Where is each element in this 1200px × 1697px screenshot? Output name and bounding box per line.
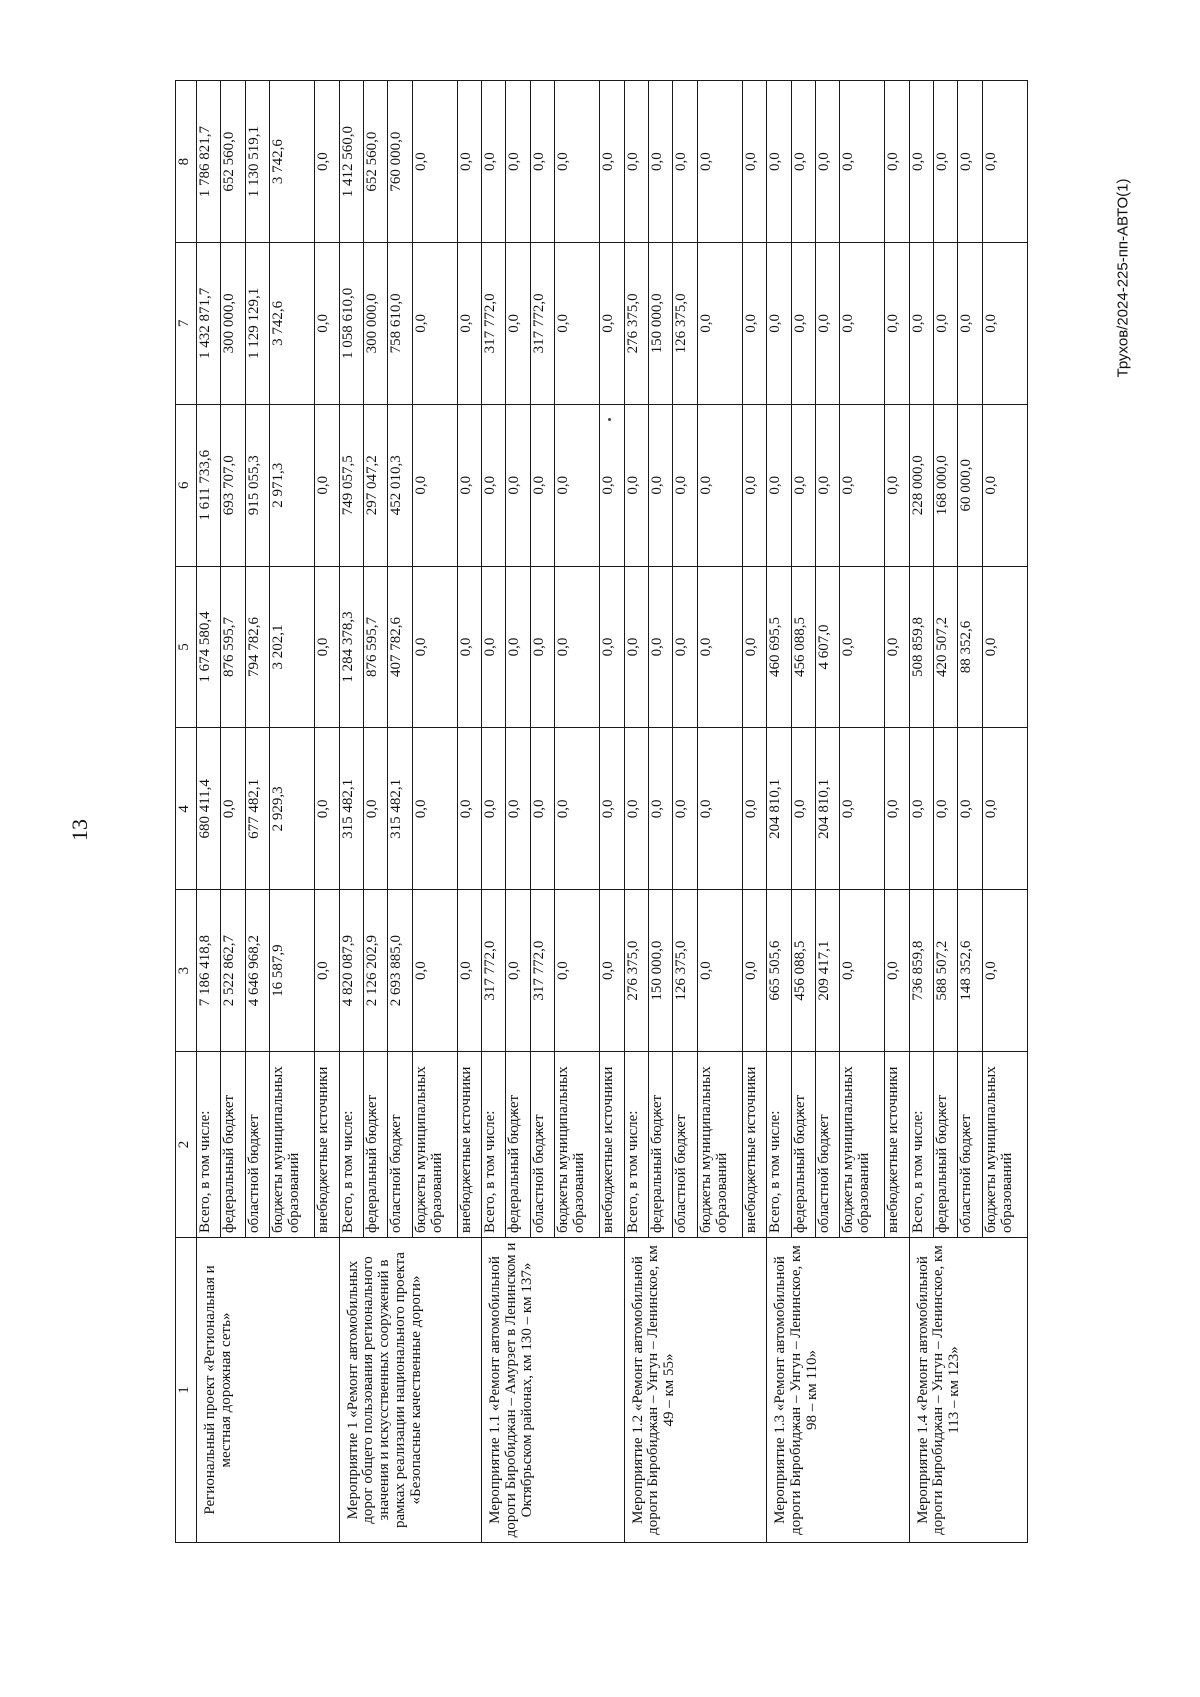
amount-cell: 317 772,0 [482, 243, 506, 405]
document-code: Трухов/2024-225-пп-АВТО(1) [1114, 178, 1132, 378]
amount-cell: 680 411,4 [197, 728, 221, 890]
amount-cell: 0,0 [982, 404, 1027, 566]
program-title: Мероприятие 1.1 «Ремонт автомобильной дороги Биробиджан – Амурзет в Ленинском и Октябрьском районах, км 130 – км 137» [482, 1238, 625, 1543]
amount-cell: 0,0 [506, 890, 530, 1052]
amount-cell: 315 482,1 [388, 728, 412, 890]
funding-source: внебюджетные источники [600, 1052, 624, 1238]
amount-cell: 0,0 [982, 566, 1027, 728]
amount-cell: 1 284 378,3 [339, 566, 363, 728]
amount-cell: 0,0 [885, 81, 909, 243]
amount-cell: 0,0 [742, 566, 766, 728]
amount-cell: 0,0 [649, 81, 673, 243]
amount-cell: 760 000,0 [388, 81, 412, 243]
table-row [624, 81, 648, 1543]
amount-cell: 0,0 [530, 728, 554, 890]
amount-cell: 0,0 [457, 243, 481, 405]
amount-cell: 0,0 [600, 404, 624, 566]
amount-cell: 0,0 [600, 890, 624, 1052]
amount-cell: 0,0 [412, 243, 457, 405]
table-row [482, 81, 506, 1543]
amount-cell: 0,0 [600, 728, 624, 890]
funding-source: федеральный бюджет [363, 1052, 387, 1238]
amount-cell: 794 782,6 [245, 566, 269, 728]
amount-cell: 204 810,1 [815, 728, 839, 890]
amount-cell: 0,0 [649, 728, 673, 890]
amount-cell: 0,0 [909, 243, 933, 405]
amount-cell: 0,0 [555, 566, 600, 728]
funding-source: областной бюджет [815, 1052, 839, 1238]
amount-cell: 3 202,1 [270, 566, 315, 728]
amount-cell: 420 507,2 [934, 566, 958, 728]
funding-source: областной бюджет [673, 1052, 697, 1238]
amount-cell: 0,0 [840, 890, 885, 1052]
amount-cell: 1 432 871,7 [197, 243, 221, 405]
funding-source: Всего, в том числе: [197, 1052, 221, 1238]
amount-cell: 1 674 580,4 [197, 566, 221, 728]
amount-cell: 0,0 [697, 404, 742, 566]
amount-cell: 452 010,3 [388, 404, 412, 566]
amount-cell: 876 595,7 [363, 566, 387, 728]
amount-cell: 0,0 [958, 81, 982, 243]
amount-cell: 0,0 [412, 566, 457, 728]
amount-cell: 0,0 [885, 404, 909, 566]
amount-cell: 0,0 [697, 728, 742, 890]
amount-cell: 0,0 [600, 81, 624, 243]
amount-cell: 0,0 [909, 728, 933, 890]
amount-cell: 677 482,1 [245, 728, 269, 890]
amount-cell: 0,0 [555, 890, 600, 1052]
amount-cell: 0,0 [982, 243, 1027, 405]
funding-source: федеральный бюджет [649, 1052, 673, 1238]
amount-cell: 300 000,0 [221, 243, 245, 405]
amount-cell: 693 707,0 [221, 404, 245, 566]
amount-cell: 1 129 129,1 [245, 243, 269, 405]
amount-cell: 2 693 885,0 [388, 890, 412, 1052]
amount-cell: 0,0 [934, 81, 958, 243]
amount-cell: 652 560,0 [363, 81, 387, 243]
amount-cell: 0,0 [958, 243, 982, 405]
amount-cell: 0,0 [482, 728, 506, 890]
amount-cell: 0,0 [840, 243, 885, 405]
amount-cell: 0,0 [457, 890, 481, 1052]
amount-cell: 0,0 [506, 243, 530, 405]
funding-table [175, 80, 1028, 1543]
amount-cell: 276 375,0 [624, 243, 648, 405]
amount-cell: 0,0 [885, 243, 909, 405]
funding-source: внебюджетные источники [457, 1052, 481, 1238]
amount-cell: 0,0 [982, 890, 1027, 1052]
amount-cell: 317 772,0 [482, 890, 506, 1052]
amount-cell: 0,0 [697, 243, 742, 405]
header-row [176, 81, 197, 1543]
program-title: Мероприятие 1.3 «Ремонт автомобильной дороги Биробиджан – Унгун – Ленинское, км 98 – км 110» [767, 1238, 910, 1543]
amount-cell: 0,0 [315, 243, 339, 405]
amount-cell: 317 772,0 [530, 890, 554, 1052]
amount-cell: 0,0 [649, 566, 673, 728]
amount-cell: 0,0 [742, 404, 766, 566]
amount-cell: 0,0 [457, 81, 481, 243]
funding-source: Всего, в том числе: [624, 1052, 648, 1238]
amount-cell: 456 088,5 [791, 890, 815, 1052]
amount-cell: 0,0 [600, 566, 624, 728]
amount-cell: 588 507,2 [934, 890, 958, 1052]
table-row [197, 81, 221, 1543]
amount-cell: 228 000,0 [909, 404, 933, 566]
amount-cell: 407 782,6 [388, 566, 412, 728]
amount-cell: 0,0 [742, 81, 766, 243]
amount-cell: 0,0 [457, 728, 481, 890]
column-header: 1 [176, 1238, 197, 1543]
amount-cell: 1 611 733,6 [197, 404, 221, 566]
amount-cell: 0,0 [840, 728, 885, 890]
amount-cell: 88 352,6 [958, 566, 982, 728]
amount-cell: 0,0 [315, 81, 339, 243]
amount-cell: 0,0 [624, 728, 648, 890]
table-row [339, 81, 363, 1543]
amount-cell: 0,0 [221, 728, 245, 890]
amount-cell: 749 057,5 [339, 404, 363, 566]
amount-cell: 0,0 [791, 243, 815, 405]
amount-cell: 4 820 087,9 [339, 890, 363, 1052]
amount-cell: 0,0 [673, 728, 697, 890]
amount-cell: 204 810,1 [767, 728, 791, 890]
amount-cell: 1 786 821,7 [197, 81, 221, 243]
amount-cell: 0,0 [457, 566, 481, 728]
amount-cell: 276 375,0 [624, 890, 648, 1052]
column-header: 4 [176, 728, 197, 890]
amount-cell: 2 522 862,7 [221, 890, 245, 1052]
table-body [197, 81, 1028, 1543]
amount-cell: 0,0 [315, 404, 339, 566]
amount-cell: 0,0 [767, 404, 791, 566]
amount-cell: 0,0 [555, 728, 600, 890]
amount-cell: 460 695,5 [767, 566, 791, 728]
amount-cell: 0,0 [412, 728, 457, 890]
amount-cell: 2 929,3 [270, 728, 315, 890]
amount-cell: 4 607,0 [815, 566, 839, 728]
amount-cell: 1 412 560,0 [339, 81, 363, 243]
program-title: Региональный проект «Региональная и местная дорожная сеть» [197, 1238, 340, 1543]
amount-cell: 0,0 [555, 81, 600, 243]
program-title: Мероприятие 1.2 «Ремонт автомобильной дороги Биробиджан – Унгун – Ленинское, км 49 – км 55» [624, 1238, 767, 1543]
amount-cell: 168 000,0 [934, 404, 958, 566]
amount-cell: 0,0 [530, 404, 554, 566]
amount-cell: 150 000,0 [649, 890, 673, 1052]
funding-source: Всего, в том числе: [909, 1052, 933, 1238]
amount-cell: 0,0 [482, 404, 506, 566]
amount-cell: 0,0 [315, 728, 339, 890]
funding-source: областной бюджет [245, 1052, 269, 1238]
amount-cell: 0,0 [315, 890, 339, 1052]
funding-source: бюджеты муниципальных образований [697, 1052, 742, 1238]
amount-cell: 0,0 [315, 566, 339, 728]
amount-cell: 0,0 [363, 728, 387, 890]
amount-cell: 0,0 [815, 81, 839, 243]
amount-cell: 0,0 [982, 81, 1027, 243]
funding-source: федеральный бюджет [934, 1052, 958, 1238]
amount-cell: 0,0 [909, 81, 933, 243]
amount-cell: 456 088,5 [791, 566, 815, 728]
amount-cell: 16 587,9 [270, 890, 315, 1052]
amount-cell: 0,0 [555, 243, 600, 405]
amount-cell: 0,0 [697, 566, 742, 728]
amount-cell: 150 000,0 [649, 243, 673, 405]
amount-cell: 3 742,6 [270, 81, 315, 243]
funding-source: внебюджетные источники [742, 1052, 766, 1238]
amount-cell: 0,0 [742, 243, 766, 405]
amount-cell: 0,0 [457, 404, 481, 566]
column-header: 6 [176, 404, 197, 566]
amount-cell: 665 505,6 [767, 890, 791, 1052]
column-header: 7 [176, 243, 197, 405]
amount-cell: 0,0 [624, 566, 648, 728]
amount-cell: 508 859,8 [909, 566, 933, 728]
amount-cell: 0,0 [934, 243, 958, 405]
amount-cell: 3 742,6 [270, 243, 315, 405]
funding-source: Всего, в том числе: [339, 1052, 363, 1238]
funding-source: федеральный бюджет [791, 1052, 815, 1238]
amount-cell: 317 772,0 [530, 243, 554, 405]
amount-cell: 652 560,0 [221, 81, 245, 243]
amount-cell: 297 047,2 [363, 404, 387, 566]
amount-cell: 315 482,1 [339, 728, 363, 890]
program-title: Мероприятие 1 «Ремонт автомобильных дорог общего пользования регионального значения и искусственных сооружений в рамках реализации национального проекта «Безопасные качественные дороги» [339, 1238, 482, 1543]
amount-cell: 300 000,0 [363, 243, 387, 405]
amount-cell: 0,0 [649, 404, 673, 566]
funding-source: федеральный бюджет [506, 1052, 530, 1238]
funding-source: Всего, в том числе: [482, 1052, 506, 1238]
amount-cell: 0,0 [506, 81, 530, 243]
funding-source: внебюджетные источники [315, 1052, 339, 1238]
amount-cell: 0,0 [697, 81, 742, 243]
amount-cell: 0,0 [624, 81, 648, 243]
amount-cell: 0,0 [412, 81, 457, 243]
amount-cell: 0,0 [697, 890, 742, 1052]
amount-cell: 0,0 [840, 404, 885, 566]
amount-cell: 0,0 [767, 81, 791, 243]
table-row [909, 81, 933, 1543]
amount-cell: 2 126 202,9 [363, 890, 387, 1052]
funding-source: бюджеты муниципальных образований [982, 1052, 1027, 1238]
column-header: 8 [176, 81, 197, 243]
amount-cell: 0,0 [840, 566, 885, 728]
amount-cell: 0,0 [506, 728, 530, 890]
funding-source: бюджеты муниципальных образований [412, 1052, 457, 1238]
column-header: 3 [176, 890, 197, 1052]
funding-source: областной бюджет [388, 1052, 412, 1238]
amount-cell: 0,0 [673, 404, 697, 566]
funding-source: внебюджетные источники [885, 1052, 909, 1238]
amount-cell: 1 130 519,1 [245, 81, 269, 243]
amount-cell: 876 595,7 [221, 566, 245, 728]
amount-cell: 0,0 [885, 728, 909, 890]
funding-source: Всего, в том числе: [767, 1052, 791, 1238]
amount-cell: 0,0 [742, 890, 766, 1052]
amount-cell: 126 375,0 [673, 890, 697, 1052]
amount-cell: 126 375,0 [673, 243, 697, 405]
amount-cell: 0,0 [791, 728, 815, 890]
amount-cell: 0,0 [958, 728, 982, 890]
column-header: 5 [176, 566, 197, 728]
amount-cell: 0,0 [815, 243, 839, 405]
amount-cell: 0,0 [600, 243, 624, 405]
amount-cell: 0,0 [482, 81, 506, 243]
amount-cell: 0,0 [506, 566, 530, 728]
funding-source: бюджеты муниципальных образований [270, 1052, 315, 1238]
amount-cell: 0,0 [791, 404, 815, 566]
funding-table-container [175, 81, 1028, 1543]
amount-cell: 1 058 610,0 [339, 243, 363, 405]
funding-source: областной бюджет [530, 1052, 554, 1238]
amount-cell: 2 971,3 [270, 404, 315, 566]
program-title: Мероприятие 1.4 «Ремонт автомобильной дороги Биробиджан – Унгун – Ленинское, км 113 – км 123» [909, 1238, 1027, 1543]
amount-cell: 915 055,3 [245, 404, 269, 566]
amount-cell: 0,0 [673, 81, 697, 243]
amount-cell: 0,0 [885, 890, 909, 1052]
page-number: 13 [67, 819, 92, 841]
amount-cell: 148 352,6 [958, 890, 982, 1052]
amount-cell: 0,0 [624, 404, 648, 566]
amount-cell: 0,0 [934, 728, 958, 890]
amount-cell: 0,0 [767, 243, 791, 405]
amount-cell: 60 000,0 [958, 404, 982, 566]
amount-cell: 0,0 [791, 81, 815, 243]
amount-cell: 0,0 [555, 404, 600, 566]
amount-cell: 0,0 [982, 728, 1027, 890]
amount-cell: 0,0 [412, 404, 457, 566]
funding-source: бюджеты муниципальных образований [555, 1052, 600, 1238]
amount-cell: 0,0 [815, 404, 839, 566]
amount-cell: 758 610,0 [388, 243, 412, 405]
column-header: 2 [176, 1052, 197, 1238]
funding-source: бюджеты муниципальных образований [840, 1052, 885, 1238]
amount-cell: 0,0 [530, 566, 554, 728]
amount-cell: 0,0 [530, 81, 554, 243]
amount-cell: 0,0 [673, 566, 697, 728]
amount-cell: 0,0 [840, 81, 885, 243]
table-row [767, 81, 791, 1543]
amount-cell: 736 859,8 [909, 890, 933, 1052]
amount-cell: 0,0 [885, 566, 909, 728]
amount-cell: 4 646 968,2 [245, 890, 269, 1052]
amount-cell: 0,0 [412, 890, 457, 1052]
funding-source: федеральный бюджет [221, 1052, 245, 1238]
amount-cell: 0,0 [742, 728, 766, 890]
amount-cell: 0,0 [506, 404, 530, 566]
amount-cell: 0,0 [482, 566, 506, 728]
amount-cell: 209 417,1 [815, 890, 839, 1052]
amount-cell: 7 186 418,8 [197, 890, 221, 1052]
funding-source: областной бюджет [958, 1052, 982, 1238]
